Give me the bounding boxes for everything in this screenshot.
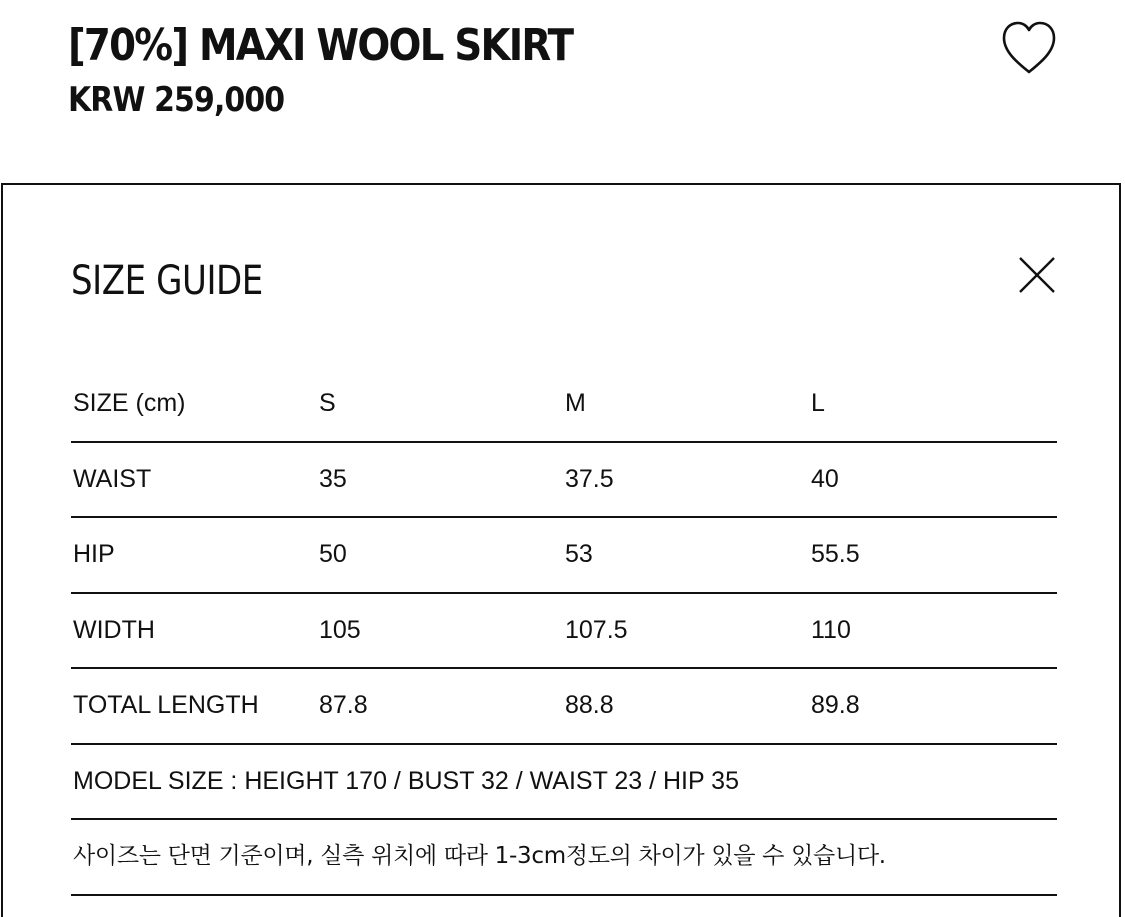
table-row xyxy=(71,443,1057,519)
header-cell: S xyxy=(319,389,336,417)
product-price: KRW 259,000 xyxy=(68,80,285,120)
table-row xyxy=(71,594,1057,670)
close-icon xyxy=(1015,253,1059,297)
table-cell: 55.5 xyxy=(811,540,860,568)
product-title: [70%] MAXI WOOL SKIRT xyxy=(68,20,573,71)
wishlist-button[interactable] xyxy=(998,18,1060,80)
size-guide-modal xyxy=(1,183,1121,917)
model-size-row xyxy=(71,745,1057,821)
table-cell: 107.5 xyxy=(565,615,628,644)
table-cell: 35 xyxy=(319,464,347,493)
table-cell: 40 xyxy=(811,464,839,493)
table-cell: 89.8 xyxy=(811,691,860,719)
table-cell: 37.5 xyxy=(565,464,614,493)
close-button[interactable] xyxy=(1015,253,1059,297)
table-cell: 88.8 xyxy=(565,691,614,719)
note-row xyxy=(71,820,1057,896)
table-cell: 110 xyxy=(811,615,851,644)
header-cell: SIZE (cm) xyxy=(73,389,186,417)
table-row xyxy=(71,669,1057,745)
table-row xyxy=(71,518,1057,594)
size-note-text: 사이즈는 단면 기준이며, 실측 위치에 따라 1-3cm정도의 차이가 있을 수 있습니다. xyxy=(73,843,886,869)
row-label: HIP xyxy=(73,540,115,568)
table-header-row xyxy=(71,367,1057,443)
header-cell: M xyxy=(565,389,586,417)
size-table xyxy=(71,367,1057,896)
row-label: WIDTH xyxy=(73,615,155,644)
model-size-text: MODEL SIZE : HEIGHT 170 / BUST 32 / WAIST 23 / HIP 35 xyxy=(73,766,739,795)
modal-title: SIZE GUIDE xyxy=(71,258,263,304)
row-label: WAIST xyxy=(73,464,152,493)
row-label: TOTAL LENGTH xyxy=(73,691,259,719)
heart-icon xyxy=(998,18,1060,80)
table-cell: 105 xyxy=(319,615,361,644)
table-cell: 53 xyxy=(565,540,593,568)
table-cell: 50 xyxy=(319,540,347,568)
table-cell: 87.8 xyxy=(319,691,368,719)
header-cell: L xyxy=(811,389,825,417)
